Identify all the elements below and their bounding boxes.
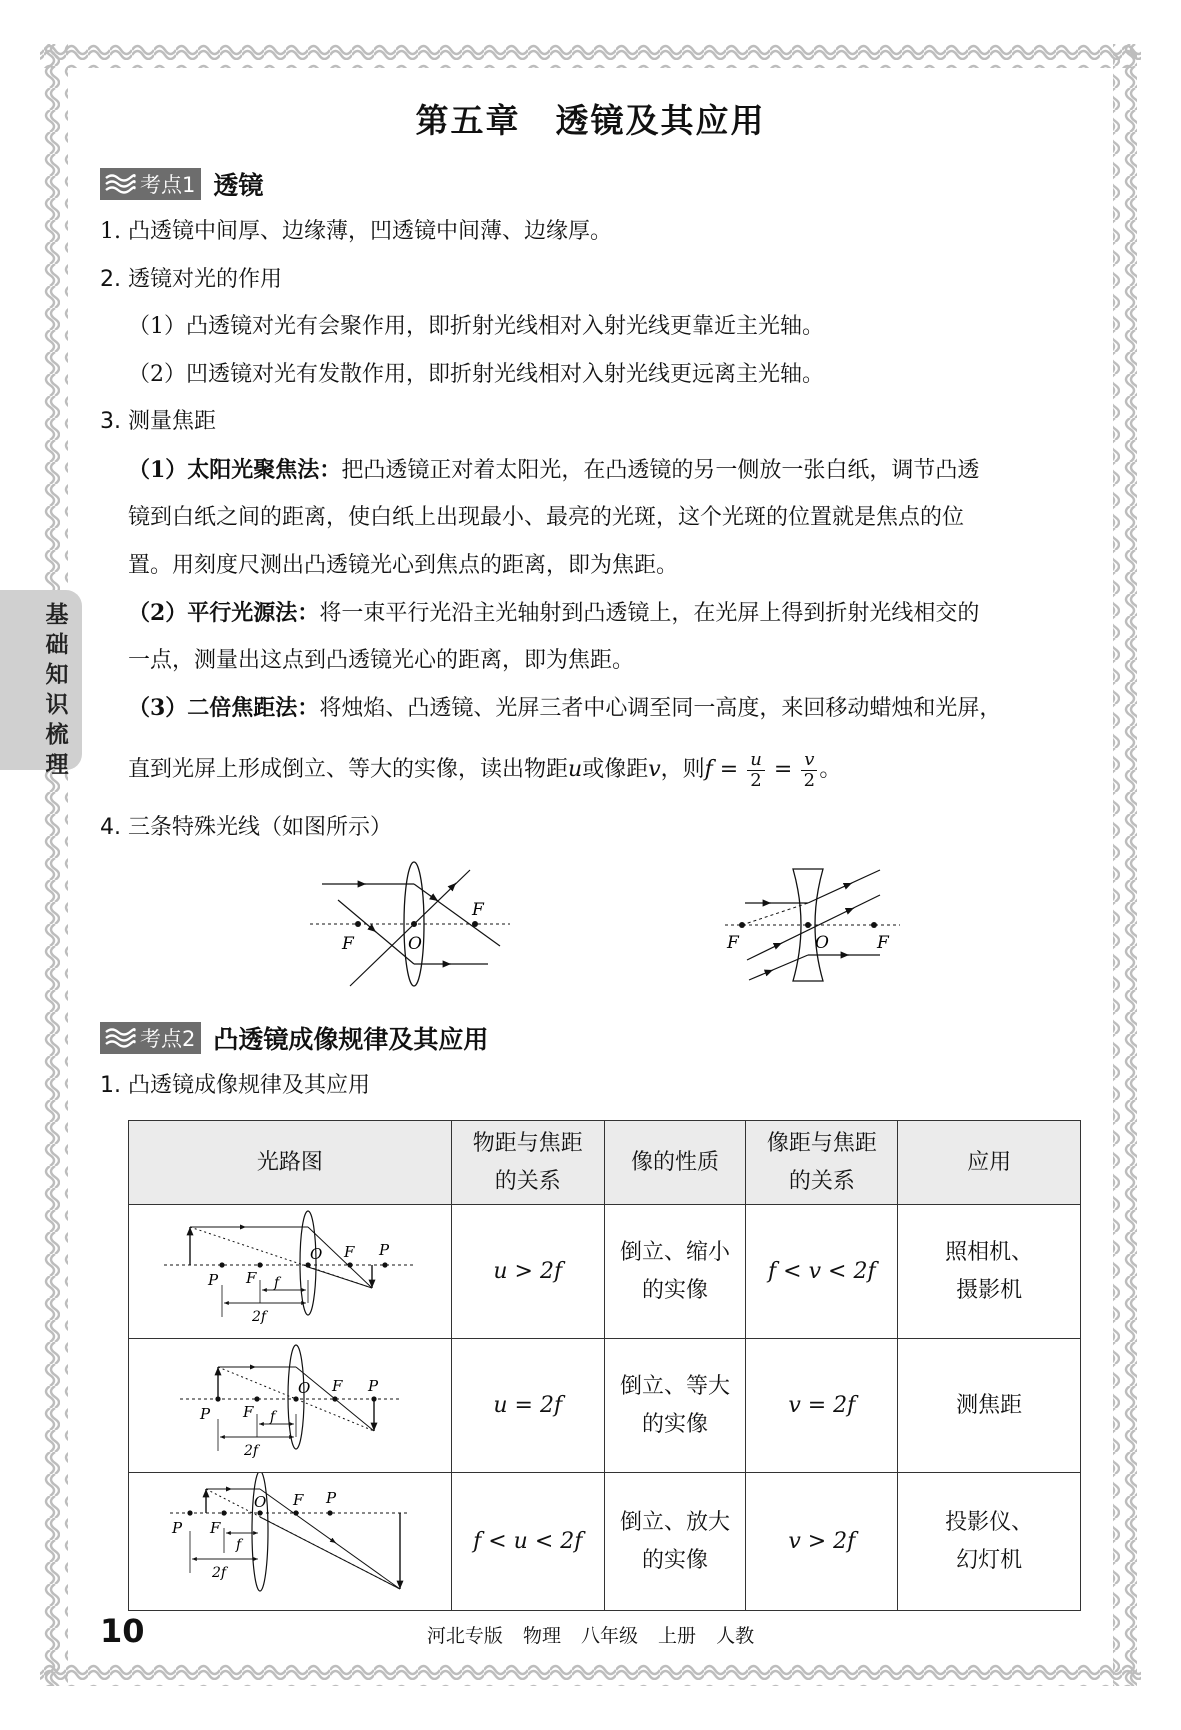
image-distance-cell: v > 2f xyxy=(746,1473,898,1611)
ray-diagram-u-gt-2f xyxy=(160,1205,420,1325)
text: 或像距 xyxy=(582,757,649,782)
label-2f: 2f xyxy=(243,1443,259,1459)
method-label: （1）太阳光聚焦法： xyxy=(128,457,342,483)
method-label: （3）二倍焦距法： xyxy=(128,695,320,721)
label-P: P xyxy=(207,1271,219,1289)
label-F: F xyxy=(292,1491,304,1509)
image-distance-cell: v = 2f xyxy=(746,1339,898,1473)
nature-line: 倒立、缩小 xyxy=(620,1239,731,1265)
label-P: P xyxy=(378,1241,390,1259)
header-line: 的关系 xyxy=(788,1168,855,1194)
ray-diagram-cell xyxy=(129,1339,452,1473)
app-line: 照相机、 xyxy=(945,1239,1034,1265)
header-line: 应用 xyxy=(967,1149,1012,1175)
text: 直到光屏上形成倒立、等大的实像，读出物距 xyxy=(128,757,569,782)
ray-diagram-cell xyxy=(129,1205,452,1339)
method-line xyxy=(128,693,1001,724)
image-nature-cell xyxy=(604,1473,746,1611)
waves-icon xyxy=(104,1026,136,1050)
var-u: u xyxy=(568,757,583,782)
header-line: 像的性质 xyxy=(631,1149,720,1175)
table-header-cell xyxy=(746,1121,898,1205)
ray-diagram-f-lt-u-lt-2f xyxy=(160,1473,420,1597)
text: ，则 xyxy=(660,757,705,782)
application-cell xyxy=(898,1339,1081,1473)
kaodian-title: 凸透镜成像规律及其应用 xyxy=(213,1025,489,1054)
table-header-row xyxy=(129,1121,1081,1205)
image-nature-cell xyxy=(604,1205,746,1339)
app-line: 投影仪、 xyxy=(945,1509,1034,1535)
paragraph: 镜到白纸之间的距离，使白纸上出现最小、最亮的光斑，这个光斑的位置就是焦点的位 xyxy=(128,505,965,530)
method-line xyxy=(128,455,979,486)
fraction-u-over-2: $\frac{u}{2}$ xyxy=(747,750,765,791)
convex-lens-rays-figure xyxy=(310,860,510,990)
paragraph: 置。用刻度尺测出凸透镜光心到焦点的距离，即为焦距。 xyxy=(128,553,679,578)
waves-icon xyxy=(104,172,136,196)
label-O: O xyxy=(253,1493,267,1511)
subheading: 2. 透镜对光的作用 xyxy=(100,267,282,292)
method-text: 把凸透镜正对着太阳光，在凸透镜的另一侧放一张白纸，调节凸透 xyxy=(341,458,980,483)
object-distance-cell: u = 2f xyxy=(451,1339,604,1473)
application-cell xyxy=(898,1473,1081,1611)
table-row xyxy=(129,1473,1081,1611)
label-F: F xyxy=(331,1377,343,1395)
app-line: 幻灯机 xyxy=(956,1547,1023,1573)
label-F: F xyxy=(245,1269,257,1287)
label-f: f xyxy=(269,1409,276,1425)
kaodian-badge-label: 考点1 xyxy=(140,173,196,197)
label-F: F xyxy=(472,900,484,920)
nature-line: 的实像 xyxy=(642,1411,709,1437)
label-P: P xyxy=(325,1489,337,1507)
side-tab-label: 基础知识梳理 xyxy=(45,602,69,778)
table-row xyxy=(129,1339,1081,1473)
chapter-title: 第五章 透镜及其应用 xyxy=(415,101,766,140)
table-header-cell xyxy=(604,1121,746,1205)
label-O: O xyxy=(309,1245,323,1263)
var-v: v xyxy=(648,757,661,782)
ray-diagram-u-eq-2f xyxy=(160,1339,420,1459)
subheading: 3. 测量焦距 xyxy=(100,409,216,434)
paragraph: 一点，测量出这点到凸透镜光心的距离，即为焦距。 xyxy=(128,648,635,673)
table-header-cell xyxy=(451,1121,604,1205)
equals: = xyxy=(712,757,746,782)
label-2f: 2f xyxy=(211,1565,227,1581)
header-line: 物距与焦距 xyxy=(472,1130,583,1156)
kaodian1-header xyxy=(100,166,263,202)
page-number: 10 xyxy=(100,1612,145,1650)
method-text: 将烛焰、凸透镜、光屏三者中心调至同一高度，来回移动蜡烛和光屏， xyxy=(319,696,1002,721)
object-distance-cell: f < u < 2f xyxy=(451,1473,604,1611)
kaodian-title: 透镜 xyxy=(213,171,264,200)
label-F: F xyxy=(343,1243,355,1261)
fraction-v-over-2: $\frac{v}{2}$ xyxy=(801,750,817,791)
equals: = xyxy=(766,757,800,782)
label-F: F xyxy=(209,1519,221,1537)
table-row xyxy=(129,1205,1081,1339)
object-distance-cell: u > 2f xyxy=(451,1205,604,1339)
concave-lens-rays-figure xyxy=(725,865,900,990)
subheading: 4. 三条特殊光线（如图所示） xyxy=(100,815,392,840)
method-text: 将一束平行光沿主光轴射到凸透镜上，在光屏上得到折射光线相交的 xyxy=(319,601,980,626)
label-P: P xyxy=(171,1519,183,1537)
label-F: F xyxy=(342,934,354,954)
var-f: f xyxy=(704,757,713,782)
header-line: 像距与焦距 xyxy=(766,1130,877,1156)
label-O: O xyxy=(408,934,422,954)
header-line: 光路图 xyxy=(256,1149,323,1175)
label-f: f xyxy=(235,1537,242,1553)
nature-line: 倒立、等大 xyxy=(620,1373,731,1399)
paragraph: （2）凹透镜对光有发散作用，即折射光线相对入射光线更远离主光轴。 xyxy=(128,362,824,387)
label-F: F xyxy=(727,933,739,953)
kaodian-badge xyxy=(100,1022,201,1054)
method-line xyxy=(128,598,979,629)
table-header-cell xyxy=(129,1121,452,1205)
nature-line: 的实像 xyxy=(642,1547,709,1573)
imaging-rules-table xyxy=(128,1120,1081,1611)
label-F: F xyxy=(877,933,889,953)
label-2f: 2f xyxy=(251,1309,267,1325)
table-header-cell xyxy=(898,1121,1081,1205)
label-f: f xyxy=(273,1275,280,1291)
kaodian-badge xyxy=(100,168,201,200)
image-distance-cell: f < v < 2f xyxy=(746,1205,898,1339)
label-P: P xyxy=(367,1377,379,1395)
footer: 河北专版 物理 八年级 上册 人教 xyxy=(426,1625,755,1647)
image-nature-cell xyxy=(604,1339,746,1473)
header-line: 的关系 xyxy=(494,1168,561,1194)
application-cell xyxy=(898,1205,1081,1339)
label-O: O xyxy=(815,933,829,953)
kaodian-badge-label: 考点2 xyxy=(140,1027,196,1051)
formula-line: 直到光屏上形成倒立、等大的实像，读出物距u或像距v，则f = $\frac{u}{2}$ = $\frac{v}{2}$ 。 xyxy=(128,748,842,791)
ray-diagram-cell xyxy=(129,1473,452,1611)
app-line: 摄影机 xyxy=(956,1277,1023,1303)
label-O: O xyxy=(297,1379,311,1397)
paragraph: （1）凸透镜对光有会聚作用，即折射光线相对入射光线更靠近主光轴。 xyxy=(128,314,824,339)
subheading: 1. 凸透镜成像规律及其应用 xyxy=(100,1073,370,1098)
nature-line: 倒立、放大 xyxy=(620,1509,731,1535)
kaodian2-header xyxy=(100,1020,488,1056)
paragraph: 1. 凸透镜中间厚、边缘薄，凹透镜中间薄、边缘厚。 xyxy=(100,219,612,244)
label-F: F xyxy=(242,1403,254,1421)
label-P: P xyxy=(199,1405,211,1423)
app-line: 测焦距 xyxy=(956,1392,1023,1418)
nature-line: 的实像 xyxy=(642,1277,709,1303)
method-label: （2）平行光源法： xyxy=(128,600,320,626)
